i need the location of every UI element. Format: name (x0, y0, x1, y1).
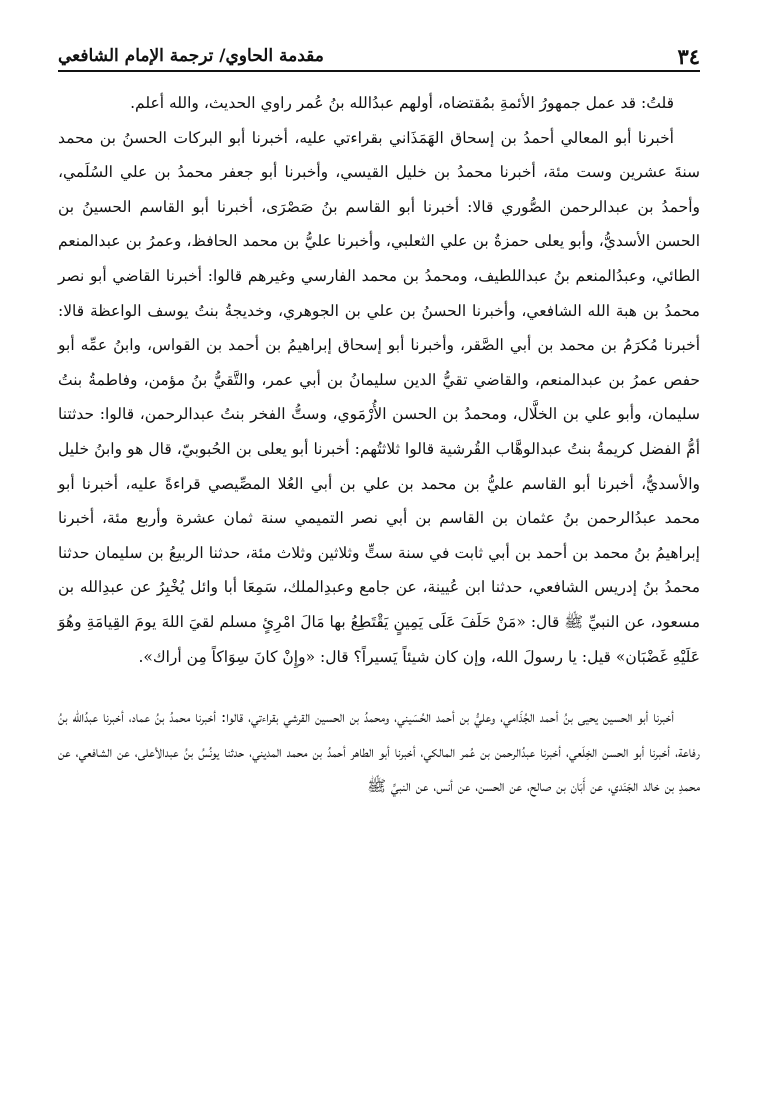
body-text (58, 86, 700, 804)
paragraph-hadith-chain-1: أخبرنا أبو المعالي أحمدُ بن إسحاق الهَمَذَاني بقراءتي عليه، أخبرنا أبو البركات الحسنُ بن محمد سنةَ عشرين وست مئة، أخبرنا محمدُ بن خليل القيسي، وأخبرنا أبو جعفر محمدُ بن علي السُلَمي، وأحمدُ بن عبدالرحمن الصُّوري قالا: أخبرنا أبو القاسم بنُ صَصْرَى، أخبرنا أبو القاسم الحسينُ بن الحسن الأسديُّ، وأبو يعلى حمزةُ بن علي الثعلبي، وأخبرنا عليُّ بن محمد الحافظ، وعمرُ بن عبدالمنعم الطائي، وعبدُالمنعم بنُ عبداللطيف، ومحمدُ بن محمد الفارسي وغيرهم قالوا: أخبرنا القاضي أبو نصر محمدُ بن هبة الله الشافعي، وأخبرنا الحسنُ بن علي بن الجوهري، وخديجةُ بنتُ يوسف الواعظة قالا: أخبرنا مُكرَمُ بن محمد بن أبي الصَّقر، وأخبرنا أبو إسحاق إبراهيمُ بن أحمد بن القواس، وابنُ عمِّه أبو حفص عمرُ بن عبدالمنعم، والقاضي تقيُّ الدين سليمانُ بن أبي عمر، والتَّقيُّ بنُ مؤمن، وفاطمةُ بنتُ سليمان، وأبو علي بن الخلَّال، ومحمدُ بن الحسن الأُرْمَوي، وستُّ الفخر بنتُ عبدالرحمن، قالوا: حدثتنا أمُّ الفضل كريمةُ بنتُ عبدالوهَّاب القُرشية قالوا ثلاثتُهم: أخبرنا أبو يعلى بن الحُبوبيّ، قال هو وابنُ خليل والأسديُّ، أخبرنا أبو القاسم عليُّ بن محمد بن علي بن أبي العُلا المصِّيصي قراءةً عليه، أخبرنا أبو محمد عبدُالرحمن بنُ عثمان بن القاسم بن أبي نصر التميمي سنة ثمان عشرة وأربع مئة، أخبرنا إبراهيمُ بنُ محمد بن أحمد بن أبي ثابت في سنة ستٍّ وثلاثين وثلاث مئة، حدثنا الربيعُ بن سليمان حدثنا محمدُ بنُ إدريس الشافعي، حدثنا ابن عُيينة، عن جامع وعبدِالملك، سَمِعَا أبا وائل يُخْبِرُ عن عبدِالله بن مسعود، عن النبيِّ ﷺ قال: «مَنْ حَلَفَ عَلَى يَمِينٍ يَقْتَطِعُ بها مَالَ امْرِئٍ مسلم لقيَ اللهَ يومَ القِيامَةِ وهُوَ عَلَيْهِ غَضْبَان» قيل: يا رسولَ الله، وإن كان شيئاً يَسيراً؟ قال: «وإِنْ كانَ سِوَاكاً مِن أراك». (58, 128, 700, 666)
paragraph-hadith-chain-2: أخبرنا أبو الحسين يحيى بنُ أحمد الجُذَامي، وعليُّ بن أحمد الحُسَيني، ومحمدُ بن الحسين القرشي بقراءتي، قالوا: أخبرنا محمدُ بنُ عماد، أخبرنا عبدُالله بنُ رفاعة، أخبرنا أبو الحسن الخِلَعي، أخبرنا عبدُالرحمن بن عُمر المالكي، أخبرنا أبو الطاهر أحمدُ بن محمد المديني، حدثنا يونُسُ بنُ عبدالأعلى، عن الشافعي، عن محمدِ بن خالد الجَنَدي، عن أَبَان بن صالح، عن الحسن، عن أنس، عن النبيِّ ﷺ (58, 708, 700, 796)
page-header (58, 40, 700, 80)
running-title: مقدمة الحاوي/ ترجمة الإمام الشافعي (58, 46, 324, 66)
header-rule (58, 70, 700, 72)
paragraph-note: قلتُ: قد عمل جمهورُ الأئمةِ بمُقتضاه، أولهم عبدُالله بنُ عُمر راوي الحديث، والله أعلم. (130, 94, 674, 112)
page-number: ٣٤ (677, 44, 700, 69)
